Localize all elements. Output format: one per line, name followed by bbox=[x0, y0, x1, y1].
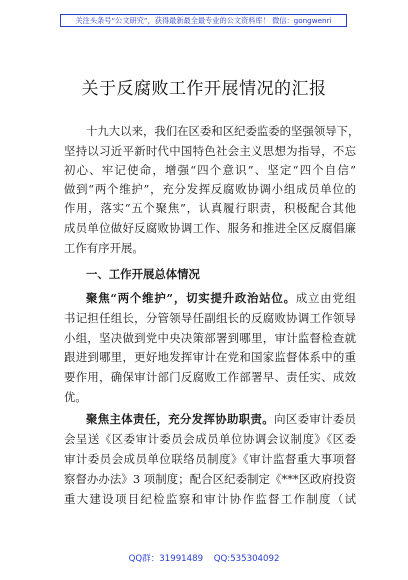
para-lead-rest: 向区委审计委员 bbox=[274, 412, 356, 426]
header-notice-box bbox=[60, 14, 347, 27]
para-line: 审计委员会成员单位联络员制度》《审计监督重大事项督 bbox=[64, 452, 356, 466]
footer-contact bbox=[0, 552, 408, 564]
para-lead-bold: 聚焦主体责任，充分发挥协助职责。 bbox=[86, 412, 275, 426]
header-notice-text: 关注头条号“公文研究”，获得最新最全最专业的公文资料库！ 微信：gongwenri bbox=[75, 16, 332, 25]
para-lead-bold: 聚焦“两个维护”，切实提升政治站位。 bbox=[86, 291, 296, 305]
para-line: 察督办办法》3 项制度；配合区纪委制定《***区政府投资 bbox=[64, 472, 356, 486]
para-line: 会呈送《区委审计委员会成员单位协调会议制度》《区委 bbox=[64, 432, 356, 446]
para-line: 重大建设项目纪检监察和审计协作监督工作制度（试 bbox=[64, 492, 356, 506]
para-line: 优。 bbox=[64, 390, 87, 404]
para-line: 书记担任组长，分管领导任副组长的反腐败协调工作领导 bbox=[64, 311, 356, 325]
para-lead-rest: 成立由党组 bbox=[295, 291, 356, 305]
intro-line: 坚持以习近平新时代中国特色社会主义思想为指导，不忘 bbox=[64, 144, 356, 158]
intro-line: 做到“两个维护”，充分发挥反腐败协调小组成员单位的 bbox=[64, 182, 356, 196]
para-first-line bbox=[86, 291, 356, 306]
para-first-line bbox=[86, 412, 356, 427]
intro-line: 工作有序开展。 bbox=[64, 241, 144, 255]
para-line: 要作用，确保审计部门反腐败工作部署早、责任实、成效 bbox=[64, 370, 356, 384]
intro-line: 初心、牢记使命，增强“四个意识”、坚定“四个自信” bbox=[64, 163, 356, 177]
intro-line: 成员单位做好反腐败协调工作、服务和推进全区反腐倡廉 bbox=[64, 221, 356, 235]
intro-line: 十九大以来，我们在区委和区纪委监委的坚强领导下， bbox=[86, 124, 360, 138]
document-title: 关于反腐败工作开展情况的汇报 bbox=[81, 79, 327, 99]
intro-line: 作用，落实“五个聚焦”，认真履行职责，积极配合其他 bbox=[64, 201, 356, 215]
section-heading: 一、工作开展总体情况 bbox=[86, 267, 200, 281]
footer-qq-group: QQ群：31991489 bbox=[128, 554, 204, 564]
para-line: 小组，坚决做到党中央决策部署到哪里，审计监督检查就 bbox=[64, 331, 356, 345]
footer-qq: QQ:535304092 bbox=[213, 554, 280, 564]
para-line: 跟进到哪里，更好地发挥审计在党和国家监督体系中的重 bbox=[64, 350, 356, 364]
